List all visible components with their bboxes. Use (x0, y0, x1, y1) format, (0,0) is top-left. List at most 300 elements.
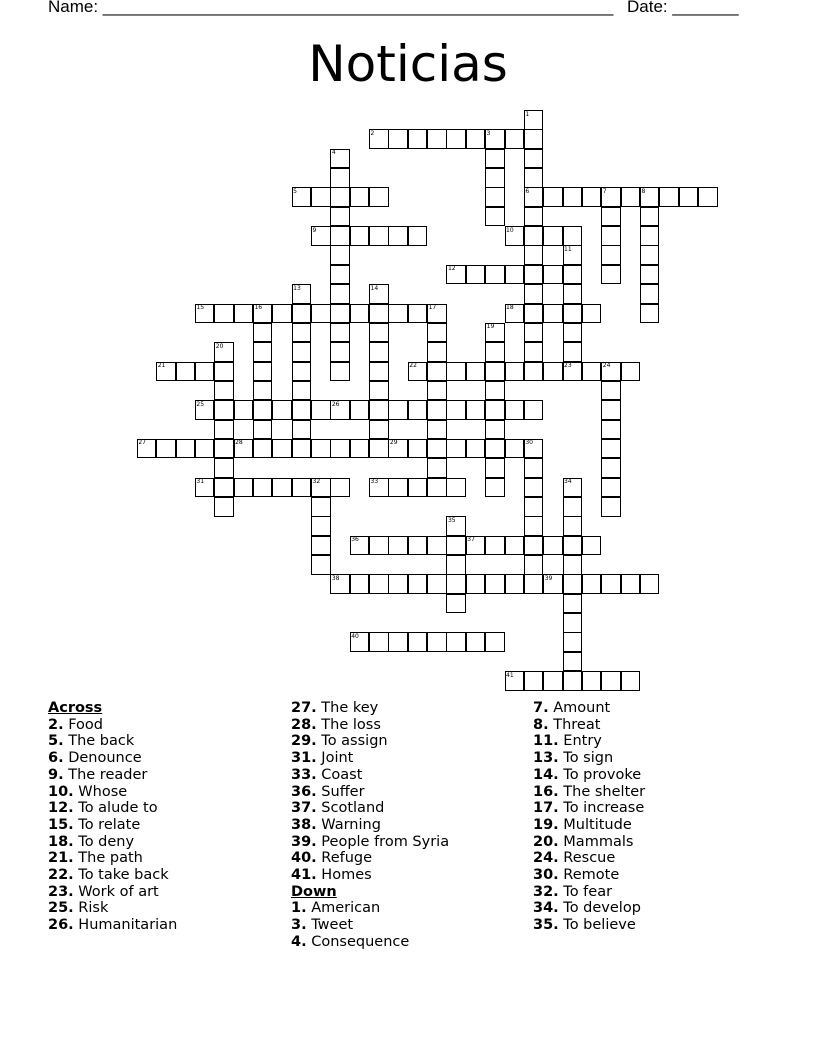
clue-start-number: 16 (254, 304, 263, 311)
grid-cell[interactable] (214, 458, 234, 478)
clue-number: 28. (291, 716, 317, 733)
grid-cell[interactable] (640, 226, 660, 246)
grid-cell[interactable] (563, 226, 583, 246)
grid-cell[interactable] (446, 439, 466, 459)
grid-cell[interactable] (505, 536, 525, 556)
grid-cell[interactable] (214, 381, 234, 401)
grid-cell[interactable] (330, 284, 350, 304)
grid-cell[interactable] (427, 323, 447, 343)
grid-cell[interactable] (446, 536, 466, 556)
grid-cell[interactable] (582, 304, 602, 324)
grid-cell[interactable] (292, 342, 312, 362)
clue-item (533, 900, 645, 917)
grid-cell[interactable] (369, 420, 389, 440)
grid-cell[interactable] (505, 439, 525, 459)
grid-cell[interactable] (485, 478, 505, 498)
grid-cell[interactable] (524, 574, 544, 594)
grid-cell[interactable] (524, 323, 544, 343)
clue-item (291, 784, 449, 801)
grid-cell[interactable] (330, 323, 350, 343)
grid-cell[interactable] (427, 129, 447, 149)
clue-item (533, 917, 645, 934)
grid-cell[interactable] (524, 168, 544, 188)
grid-cell[interactable] (640, 284, 660, 304)
grid-cell[interactable] (601, 478, 621, 498)
grid-cell[interactable] (524, 516, 544, 536)
grid-cell[interactable] (563, 536, 583, 556)
grid-cell[interactable] (543, 187, 563, 207)
grid-cell[interactable] (330, 304, 350, 324)
clue-text: To alude to (78, 800, 158, 817)
grid-cell[interactable] (601, 497, 621, 517)
grid-cell[interactable] (369, 304, 389, 324)
grid-cell[interactable] (388, 536, 408, 556)
grid-cell[interactable] (543, 265, 563, 285)
clue-item (533, 817, 645, 834)
grid-cell[interactable] (369, 574, 389, 594)
grid-cell[interactable] (582, 362, 602, 382)
grid-cell[interactable] (446, 400, 466, 420)
grid-cell[interactable] (563, 516, 583, 536)
clue-start-number: 19 (486, 323, 495, 331)
grid-cell[interactable] (292, 304, 312, 324)
grid-cell[interactable] (524, 129, 544, 149)
grid-cell[interactable] (292, 381, 312, 401)
grid-cell[interactable] (563, 671, 583, 691)
grid-cell[interactable] (214, 362, 234, 382)
clue-item (533, 767, 645, 784)
grid-cell[interactable] (253, 420, 273, 440)
grid-cell[interactable] (679, 187, 699, 207)
grid-cell[interactable] (292, 323, 312, 343)
clue-number: 30. (533, 867, 559, 884)
grid-cell[interactable] (601, 381, 621, 401)
clue-text: Warning (321, 816, 381, 833)
grid-cell[interactable] (408, 478, 428, 498)
grid-cell[interactable] (466, 400, 486, 420)
clue-text: Food (68, 716, 103, 733)
grid-cell[interactable] (485, 439, 505, 459)
grid-cell[interactable] (485, 265, 505, 285)
clue-item (533, 700, 645, 717)
clue-text: To develop (563, 900, 641, 917)
grid-cell[interactable] (563, 594, 583, 614)
clue-text: To increase (563, 800, 645, 817)
grid-cell[interactable] (292, 362, 312, 382)
clue-item (48, 867, 177, 884)
grid-cell[interactable] (330, 187, 350, 207)
grid-cell[interactable] (427, 400, 447, 420)
grid-cell[interactable] (253, 478, 273, 498)
grid-cell[interactable] (485, 362, 505, 382)
grid-cell[interactable] (176, 439, 196, 459)
grid-cell[interactable] (621, 362, 641, 382)
grid-cell[interactable] (485, 381, 505, 401)
grid-cell[interactable] (446, 478, 466, 498)
grid-cell[interactable] (524, 478, 544, 498)
clue-number: 10. (48, 783, 74, 800)
clue-item (291, 900, 449, 917)
clue-number: 37. (291, 800, 317, 817)
grid-cell[interactable] (601, 458, 621, 478)
grid-cell[interactable] (640, 574, 660, 594)
grid-cell[interactable] (640, 207, 660, 227)
grid-cell[interactable] (582, 574, 602, 594)
grid-cell[interactable] (563, 497, 583, 517)
grid-cell[interactable] (524, 207, 544, 227)
clue-number: 34. (533, 900, 559, 917)
grid-cell[interactable] (408, 439, 428, 459)
grid-cell[interactable] (563, 632, 583, 652)
grid-cell[interactable] (408, 304, 428, 324)
grid-cell[interactable] (466, 265, 486, 285)
grid-cell[interactable] (524, 149, 544, 169)
grid-cell[interactable] (563, 265, 583, 285)
grid-cell[interactable] (543, 226, 563, 246)
grid-cell[interactable] (311, 497, 331, 517)
grid-cell[interactable] (485, 420, 505, 440)
grid-cell[interactable] (485, 536, 505, 556)
grid-cell[interactable] (272, 400, 292, 420)
clue-text: Scotland (321, 800, 385, 817)
grid-cell[interactable] (408, 574, 428, 594)
grid-cell[interactable] (563, 342, 583, 362)
grid-cell[interactable] (350, 226, 370, 246)
clue-number: 41. (291, 867, 317, 884)
grid-cell[interactable] (485, 168, 505, 188)
clue-item (48, 834, 177, 851)
grid-cell[interactable] (369, 439, 389, 459)
clue-number: 8. (533, 716, 549, 733)
grid-cell[interactable] (408, 536, 428, 556)
grid-cell[interactable] (330, 207, 350, 227)
grid-cell[interactable] (563, 613, 583, 633)
grid-cell[interactable] (621, 574, 641, 594)
grid-cell[interactable] (466, 129, 486, 149)
clue-item (48, 884, 177, 901)
grid-cell[interactable] (408, 129, 428, 149)
down-heading: Down (291, 883, 337, 900)
grid-cell[interactable] (524, 265, 544, 285)
grid-cell[interactable] (427, 458, 447, 478)
grid-cell[interactable] (330, 342, 350, 362)
grid-cell[interactable] (214, 420, 234, 440)
clue-item (533, 884, 645, 901)
clue-item (291, 934, 449, 951)
grid-cell[interactable] (253, 381, 273, 401)
grid-cell[interactable] (253, 439, 273, 459)
grid-cell[interactable] (505, 265, 525, 285)
clue-number: 20. (533, 833, 559, 850)
grid-cell[interactable] (350, 304, 370, 324)
grid-cell[interactable] (563, 304, 583, 324)
grid-cell[interactable] (466, 574, 486, 594)
grid-cell[interactable] (621, 671, 641, 691)
grid-cell[interactable] (485, 632, 505, 652)
grid-cell[interactable] (524, 671, 544, 691)
grid-cell[interactable] (388, 129, 408, 149)
grid-cell[interactable] (601, 420, 621, 440)
grid-cell[interactable] (601, 226, 621, 246)
clue-text: People from Syria (321, 833, 450, 850)
clue-text: Rescue (563, 850, 616, 867)
grid-cell[interactable] (388, 632, 408, 652)
grid-cell[interactable] (253, 400, 273, 420)
grid-cell[interactable] (214, 439, 234, 459)
grid-cell[interactable] (524, 342, 544, 362)
grid-cell[interactable] (292, 478, 312, 498)
grid-cell[interactable] (505, 362, 525, 382)
clue-start-number: 9 (312, 226, 317, 234)
clue-start-number: 13 (293, 284, 301, 292)
grid-cell[interactable] (543, 671, 563, 691)
grid-cell[interactable] (350, 439, 370, 459)
grid-cell[interactable] (272, 478, 292, 498)
clue-item (533, 717, 645, 734)
grid-cell[interactable] (369, 381, 389, 401)
clue-item (48, 767, 177, 784)
clue-text: The key (321, 700, 379, 716)
grid-cell[interactable] (292, 439, 312, 459)
grid-cell[interactable] (505, 574, 525, 594)
grid-cell[interactable] (582, 671, 602, 691)
grid-cell[interactable] (195, 362, 215, 382)
grid-cell[interactable] (466, 362, 486, 382)
grid-cell[interactable] (330, 245, 350, 265)
grid-cell[interactable] (350, 187, 370, 207)
clue-text: Entry (563, 733, 602, 750)
grid-cell[interactable] (466, 439, 486, 459)
clue-text: Joint (321, 750, 354, 767)
grid-cell[interactable] (311, 304, 331, 324)
grid-cell[interactable] (563, 284, 583, 304)
grid-cell[interactable] (427, 362, 447, 382)
grid-cell[interactable] (292, 400, 312, 420)
grid-cell[interactable] (427, 439, 447, 459)
grid-cell[interactable] (272, 304, 292, 324)
clue-start-number: 20 (215, 342, 224, 350)
grid-cell[interactable] (388, 478, 408, 498)
clue-item (533, 867, 645, 884)
grid-cell[interactable] (427, 536, 447, 556)
grid-cell[interactable] (369, 187, 389, 207)
clue-start-number: 15 (196, 304, 205, 311)
grid-cell[interactable] (563, 652, 583, 672)
grid-cell[interactable] (563, 574, 583, 594)
grid-cell[interactable] (311, 439, 331, 459)
grid-cell[interactable] (311, 400, 331, 420)
grid-cell[interactable] (330, 439, 350, 459)
grid-cell[interactable] (369, 632, 389, 652)
grid-cell[interactable] (446, 632, 466, 652)
grid-cell[interactable] (466, 632, 486, 652)
grid-cell[interactable] (272, 439, 292, 459)
clue-start-number: 11 (564, 245, 572, 253)
grid-cell[interactable] (640, 245, 660, 265)
grid-cell[interactable] (485, 458, 505, 478)
grid-cell[interactable] (311, 536, 331, 556)
clue-start-number: 32 (312, 478, 321, 486)
clue-item (291, 800, 449, 817)
grid-cell[interactable] (524, 497, 544, 517)
grid-cell[interactable] (601, 574, 621, 594)
grid-cell[interactable] (214, 478, 234, 498)
grid-cell[interactable] (640, 304, 660, 324)
grid-cell[interactable] (563, 323, 583, 343)
grid-cell[interactable] (524, 458, 544, 478)
clue-number: 3. (291, 917, 307, 934)
clue-item (48, 817, 177, 834)
grid-cell[interactable] (234, 478, 254, 498)
grid-cell[interactable] (408, 400, 428, 420)
grid-cell[interactable] (582, 187, 602, 207)
grid-cell[interactable] (601, 207, 621, 227)
grid-cell[interactable] (659, 187, 679, 207)
grid-cell[interactable] (446, 594, 466, 614)
grid-cell[interactable] (350, 400, 370, 420)
grid-cell[interactable] (524, 284, 544, 304)
grid-cell[interactable] (388, 400, 408, 420)
grid-cell[interactable] (176, 362, 196, 382)
clue-start-number: 12 (447, 265, 456, 273)
grid-cell[interactable] (524, 555, 544, 575)
grid-cell[interactable] (330, 362, 350, 382)
clues-column-2 (291, 700, 449, 951)
grid-cell[interactable] (427, 342, 447, 362)
grid-cell[interactable] (311, 187, 331, 207)
grid-cell[interactable] (543, 536, 563, 556)
grid-cell[interactable] (292, 420, 312, 440)
clue-start-number: 1 (525, 110, 530, 118)
grid-cell[interactable] (601, 265, 621, 285)
grid-cell[interactable] (563, 555, 583, 575)
grid-cell[interactable] (427, 574, 447, 594)
clue-start-number: 23 (564, 362, 572, 370)
grid-cell[interactable] (485, 342, 505, 362)
grid-cell[interactable] (698, 187, 718, 207)
grid-cell[interactable] (330, 478, 350, 498)
grid-cell[interactable] (485, 207, 505, 227)
clue-item (291, 750, 449, 767)
grid-cell[interactable] (543, 362, 563, 382)
grid-cell[interactable] (427, 381, 447, 401)
grid-cell[interactable] (427, 420, 447, 440)
grid-cell[interactable] (601, 439, 621, 459)
grid-cell[interactable] (485, 574, 505, 594)
grid-cell[interactable] (253, 342, 273, 362)
grid-cell[interactable] (524, 304, 544, 324)
clue-start-number: 30 (525, 439, 533, 447)
grid-cell[interactable] (388, 574, 408, 594)
grid-cell[interactable] (524, 536, 544, 556)
grid-cell[interactable] (214, 400, 234, 420)
grid-cell[interactable] (330, 226, 350, 246)
clue-start-number: 34 (564, 478, 572, 486)
grid-cell[interactable] (369, 342, 389, 362)
grid-cell[interactable] (563, 187, 583, 207)
grid-cell[interactable] (369, 362, 389, 382)
grid-cell[interactable] (311, 516, 331, 536)
grid-cell[interactable] (388, 304, 408, 324)
clue-text: To relate (78, 816, 141, 833)
clue-start-number: 10 (506, 226, 514, 234)
grid-cell[interactable] (214, 497, 234, 517)
grid-cell[interactable] (369, 536, 389, 556)
clue-item (291, 700, 449, 717)
clue-start-number: 36 (351, 536, 359, 544)
grid-cell[interactable] (621, 187, 641, 207)
grid-cell[interactable] (446, 555, 466, 575)
clue-item (48, 800, 177, 817)
clue-number: 22. (48, 867, 74, 884)
grid-cell[interactable] (505, 400, 525, 420)
grid-cell[interactable] (446, 574, 466, 594)
clue-number: 14. (533, 766, 559, 783)
grid-cell[interactable] (427, 632, 447, 652)
grid-cell[interactable] (524, 226, 544, 246)
grid-cell[interactable] (408, 226, 428, 246)
grid-cell[interactable] (369, 323, 389, 343)
grid-cell[interactable] (582, 536, 602, 556)
clue-text: To believe (563, 917, 636, 934)
grid-cell[interactable] (601, 245, 621, 265)
grid-cell[interactable] (601, 671, 621, 691)
grid-cell[interactable] (234, 400, 254, 420)
clue-text: To sign (563, 750, 614, 767)
grid-cell[interactable] (369, 400, 389, 420)
grid-cell[interactable] (234, 304, 254, 324)
clue-text: Remote (563, 867, 620, 884)
clue-start-number: 2 (370, 129, 375, 137)
grid-cell[interactable] (350, 574, 370, 594)
clue-start-number: 21 (157, 362, 166, 370)
clue-item (291, 917, 449, 934)
grid-cell[interactable] (369, 226, 389, 246)
clue-number: 24. (533, 850, 559, 867)
grid-cell[interactable] (253, 323, 273, 343)
grid-cell[interactable] (214, 304, 234, 324)
grid-cell[interactable] (601, 400, 621, 420)
grid-cell[interactable] (253, 362, 273, 382)
clue-item (533, 800, 645, 817)
clue-text: Humanitarian (78, 917, 178, 934)
grid-cell[interactable] (524, 362, 544, 382)
grid-cell[interactable] (485, 400, 505, 420)
grid-cell[interactable] (446, 362, 466, 382)
grid-cell[interactable] (485, 149, 505, 169)
grid-cell[interactable] (195, 439, 215, 459)
grid-cell[interactable] (505, 129, 525, 149)
clue-number: 25. (48, 900, 74, 917)
grid-cell[interactable] (330, 168, 350, 188)
grid-cell[interactable] (485, 187, 505, 207)
grid-cell[interactable] (330, 265, 350, 285)
grid-cell[interactable] (524, 400, 544, 420)
grid-cell[interactable] (524, 245, 544, 265)
grid-cell[interactable] (388, 226, 408, 246)
grid-cell[interactable] (446, 129, 466, 149)
grid-cell[interactable] (427, 478, 447, 498)
grid-cell[interactable] (311, 555, 331, 575)
clue-number: 21. (48, 850, 74, 867)
clue-start-number: 41 (506, 671, 514, 679)
grid-cell[interactable] (543, 304, 563, 324)
grid-cell[interactable] (408, 632, 428, 652)
grid-cell[interactable] (640, 265, 660, 285)
clue-number: 4. (291, 933, 307, 950)
clue-number: 32. (533, 883, 559, 900)
grid-cell[interactable] (156, 439, 176, 459)
